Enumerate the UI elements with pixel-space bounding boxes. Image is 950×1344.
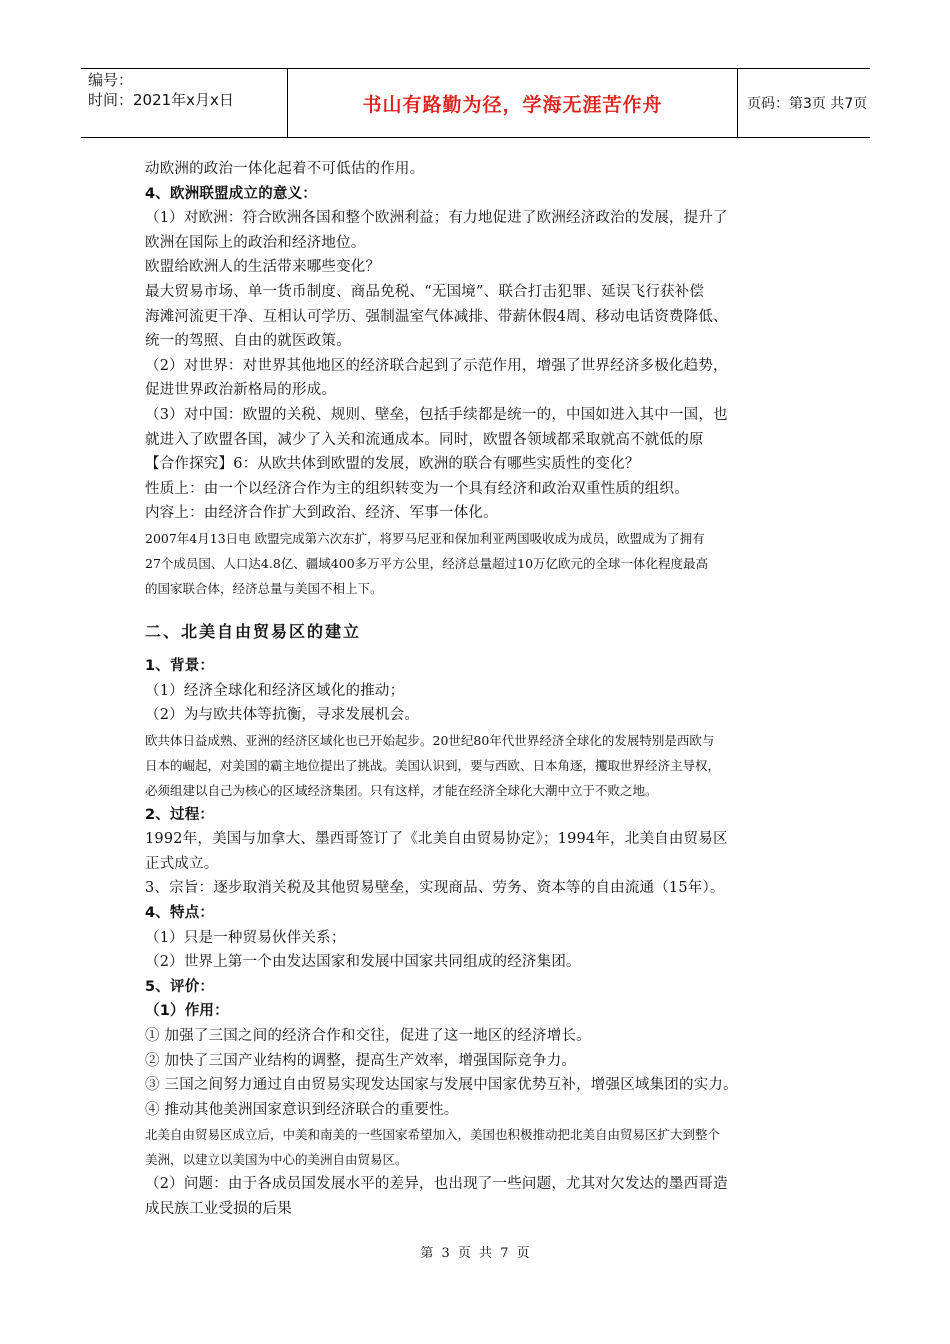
header-motto: 书山有路勤为径，学海无涯苦作舟 <box>288 69 738 137</box>
text-line: 成民族工业受损的后果 <box>145 1201 292 1217</box>
text-line: ③ 三国之间努力通过自由贸易实现发达国家与发展中国家优势互补，增强区域集团的实力。 <box>145 1077 738 1094</box>
text-line: 动欧洲的政治一体化起着不可低估的作用。 <box>145 161 425 177</box>
text-line: 27个成员国、人口达4.8亿、疆域400多万平方公里，经济总量超过10万亿欧元的全球一体化程度最高 <box>145 555 709 571</box>
text-line: 海滩河流更干净、互相认可学历、强制温室气体减排、带薪休假4周、移动电话资费降低、 <box>145 308 728 325</box>
subheading: 2、过程： <box>145 806 215 823</box>
text-line: 欧洲在国际上的政治和经济地位。 <box>145 234 366 251</box>
text-line: 日本的崛起，对美国的霸主地位提出了挑战。美国认识到，要与西欧、日本角逐，攫取世界经济主导权， <box>145 757 721 773</box>
text-line: （1）对欧洲：符合欧洲各国和整个欧洲利益；有力地促进了欧洲经济政治的发展，提升了 <box>145 210 728 227</box>
text-line: 就进入了欧盟各国，减少了入关和流通成本。同时，欧盟各领域都采取就高不就低的原 <box>145 431 704 448</box>
section-heading: 二、北美自由贸易区的建立 <box>145 621 362 641</box>
text-line: （1）只是一种贸易伙伴关系； <box>145 929 346 946</box>
text-line: 2007年4月13日电 欧盟完成第六次东扩，将罗马尼亚和保加利亚两国吸收成为成员，欧盟成为了拥有 <box>145 530 705 546</box>
text-line: （3）对中国：欧盟的关税、规则、壁垒，包括手续都是统一的，中国如进入其中一国，也 <box>145 406 728 423</box>
text-line: 促进世界政治新格局的形成。 <box>145 382 337 399</box>
text-line: 1992年，美国与加拿大、墨西哥签订了《北美自由贸易协定》；1994年，北美自由贸易区 <box>145 831 728 848</box>
text-line: 统一的驾照、自由的就医政策。 <box>145 333 351 350</box>
header-meta <box>81 69 288 137</box>
text-line: （1）经济全球化和经济区域化的推动； <box>145 682 405 699</box>
text-line: （2）对世界：对世界其他地区的经济联合起到了示范作用，增强了世界经济多极化趋势， <box>145 357 728 374</box>
page-header <box>81 68 870 138</box>
text-line: （2）世界上第一个由发达国家和发展中国家共同组成的经济集团。 <box>145 954 581 971</box>
text-line: 的国家联合体，经济总量与美国不相上下。 <box>145 580 383 596</box>
subheading: 4、特点： <box>145 905 215 922</box>
text-line: （2）问题：由于各成员国发展水平的差异，也出现了一些问题，尤其对欠发达的墨西哥造 <box>145 1176 728 1193</box>
text-line: 美洲，以建立以美国为中心的美洲自由贸易区。 <box>145 1152 408 1168</box>
subheading: （1）作用： <box>145 1003 229 1020</box>
text-line: （2）为与欧共体等抗衡，寻求发展机会。 <box>145 707 420 724</box>
text-line: ② 加快了三国产业结构的调整，提高生产效率，增强国际竞争力。 <box>145 1052 577 1069</box>
text-line: 3、宗旨：逐步取消关税及其他贸易壁垒，实现商品、劳务、资本等的自由流通（15年）。 <box>145 880 725 897</box>
document-body <box>145 157 813 1222</box>
text-line: ④ 推动其他美洲国家意识到经济联合的重要性。 <box>145 1101 459 1118</box>
text-line: 北美自由贸易区成立后，中美和南美的一些国家希望加入，美国也积极推动把北美自由贸易区扩大到整个 <box>145 1127 721 1143</box>
text-line: 内容上：由经济合作扩大到政治、经济、军事一体化。 <box>145 505 498 522</box>
subheading: 4、欧洲联盟成立的意义： <box>145 185 317 202</box>
text-line: 必须组建以自己为核心的区域经济集团。只有这样，才能在经济全球化大潮中立于不败之地。 <box>145 782 658 798</box>
header-page-label: 页码：第3页 共7页 <box>747 96 868 112</box>
subheading: 1、背景： <box>145 657 215 674</box>
text-line: 欧共体日益成熟、亚洲的经济区域化也已开始起步。20世纪80年代世界经济全球化的发展特别是西欧与 <box>145 732 715 748</box>
text-line: 欧盟给欧洲人的生活带来哪些变化？ <box>145 259 381 276</box>
page-footer: 第 3 页 共 7 页 <box>420 1246 530 1261</box>
text-line: 【合作探究】6：从欧共体到欧盟的发展，欧洲的联合有哪些实质性的变化？ <box>145 456 640 473</box>
text-line: 正式成立。 <box>145 855 219 872</box>
date-label: 时间：2021年x月x日 <box>88 91 234 109</box>
text-line: 最大贸易市场、单一货币制度、商品免税、“无国境”、联合打击犯罪、延误飞行获补偿 <box>145 283 705 300</box>
text-line: ① 加强了三国之间的经济合作和交往，促进了这一地区的经济增长。 <box>145 1028 591 1045</box>
subheading: 5、评价： <box>145 978 215 995</box>
number-label: 编号： <box>88 71 134 89</box>
text-line: 性质上：由一个以经济合作为主的组织转变为一个具有经济和政治双重性质的组织。 <box>145 480 689 497</box>
